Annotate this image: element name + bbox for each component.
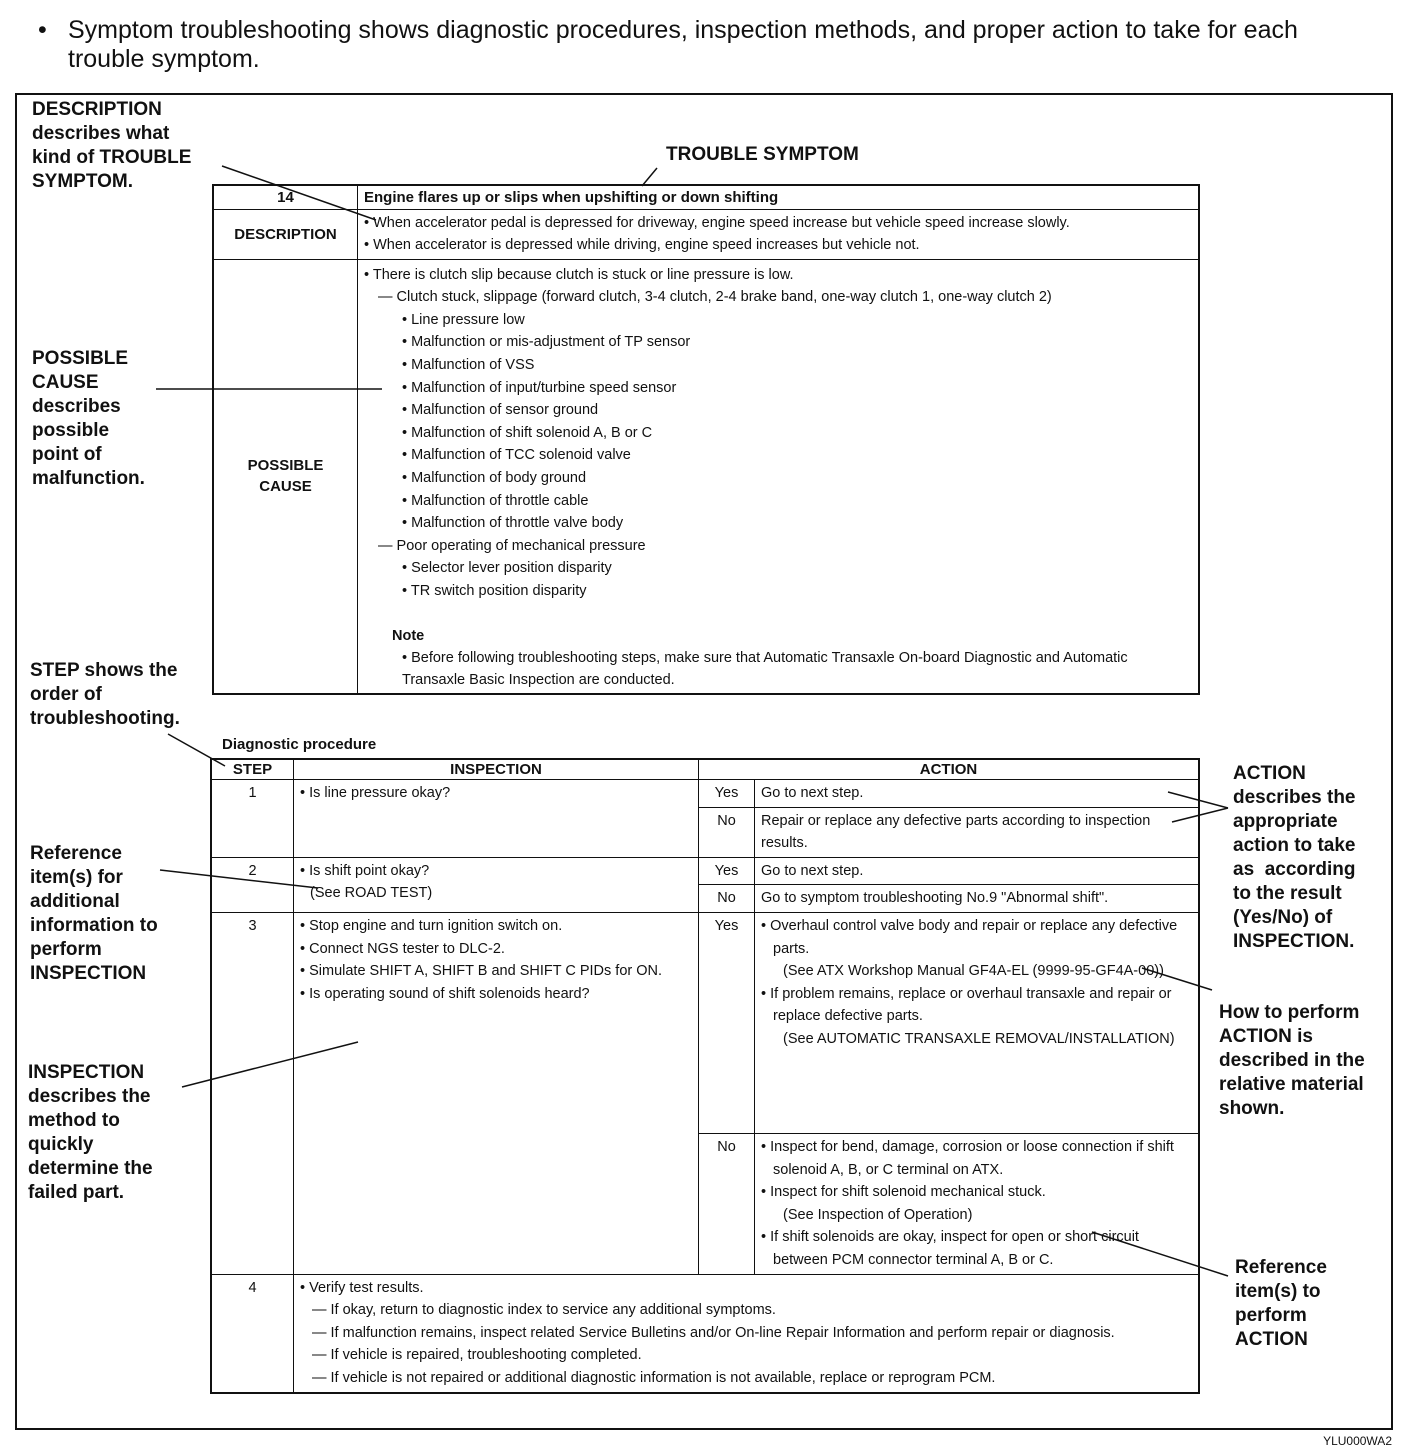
step-number: 3	[211, 912, 294, 1274]
action-reference: (See AUTOMATIC TRANSAXLE REMOVAL/INSTALLATION)	[783, 1030, 1175, 1047]
figure-code: YLU000WA2	[1323, 1434, 1392, 1448]
header-action: ACTION	[699, 759, 1200, 780]
cause-item: • Malfunction of shift solenoid A, B or C	[402, 424, 653, 441]
leader-reference-inspection	[160, 870, 318, 888]
step-inspection: • Verify test results. — If okay, return to diagnostic index to service any additional symptoms. — If malfunction remains, inspect related Service Bulletins and/or On-line Repair Information and perform repair or diagnosis. — If vehicle is repaired, troubleshooting completed. — If vehicle is not repaired or additional diagnostic information is not available, replace or reprogram PCM.	[294, 1274, 1200, 1392]
header-step: STEP	[211, 759, 294, 780]
step-number: 1	[211, 780, 294, 858]
leader-reference-action	[1092, 1232, 1228, 1276]
cause-group: — Clutch stuck, slippage (forward clutch, 3-4 clutch, 2-4 brake band, one-way clutch 1, one-way clutch 2)	[378, 289, 1052, 306]
header-inspection: INSPECTION	[294, 759, 699, 780]
leader-action-no	[1172, 808, 1228, 822]
cause-item: • Malfunction of VSS	[402, 356, 535, 373]
cause-item: • Malfunction of body ground	[402, 469, 587, 486]
description-item: • When accelerator pedal is depressed for driveway, engine speed increase but vehicle speed increase slowly.	[364, 215, 1070, 231]
cause-item: • Malfunction of sensor ground	[402, 402, 599, 419]
symptom-number: 14	[213, 185, 358, 210]
step-inspection: • Is shift point okay? (See ROAD TEST)	[294, 857, 699, 912]
cause-item: • Malfunction of TCC solenoid valve	[402, 447, 631, 464]
callout-reference-action: Reference item(s) to perform ACTION	[1235, 1257, 1327, 1350]
step-inspection: • Stop engine and turn ignition switch on. • Connect NGS tester to DLC-2. • Simulate SHIFT A, SHIFT B and SHIFT C PIDs for ON. • Is operating sound of shift solenoids heard?	[294, 912, 699, 1274]
result-no: No	[699, 1133, 755, 1274]
step-inspection: • Is line pressure okay?	[294, 780, 699, 858]
action-text: • Inspect for bend, damage, corrosion or loose connection if shift solenoid A, B, or C terminal on ATX. • Inspect for shift solenoid mechanical stuck. (See Inspection of Operation) • If shift solenoids are okay, inspect for open or short circuit between PCM connector terminal A, B or C.	[755, 1133, 1200, 1274]
callout-possible-cause: POSSIBLE CAUSE describes possible point of malfunction.	[32, 348, 145, 489]
description-label: DESCRIPTION	[213, 210, 358, 260]
note-text: • Before following troubleshooting steps, make sure that Automatic Transaxle On-board Diagnostic and Automatic Transaxle Basic Inspection are conducted.	[402, 650, 1128, 689]
leader-step	[168, 734, 225, 766]
callout-description: DESCRIPTION describes what kind of TROUBLE SYMPTOM.	[32, 99, 192, 192]
leader-inspection	[182, 1042, 358, 1087]
action-text: Repair or replace any defective parts according to inspection results.	[755, 807, 1200, 857]
step-number: 2	[211, 857, 294, 912]
callout-trouble-symptom: TROUBLE SYMPTOM	[666, 144, 859, 165]
callout-inspection: INSPECTION describes the method to quickly determine the failed part.	[28, 1062, 153, 1203]
intro-text: Symptom troubleshooting shows diagnostic procedures, inspection methods, and proper action to take for each trouble symptom.	[68, 16, 1298, 73]
inspection-reference: (See ROAD TEST)	[310, 885, 433, 902]
cause-item: • Selector lever position disparity	[402, 560, 612, 577]
action-reference: (See Inspection of Operation)	[783, 1206, 973, 1223]
callout-step: STEP shows the order of troubleshooting.	[30, 660, 180, 729]
cause-item: • Malfunction of input/turbine speed sensor	[402, 379, 677, 396]
result-no: No	[699, 885, 755, 913]
cause-item: • Malfunction or mis-adjustment of TP sensor	[402, 334, 691, 351]
leader-description	[222, 166, 376, 220]
cause-item: • TR switch position disparity	[402, 582, 587, 599]
callout-reference-inspection: Reference item(s) for additional information to perform INSPECTION	[30, 843, 158, 984]
cause-item: • Malfunction of throttle cable	[402, 492, 589, 509]
callout-how-to-perform: How to perform ACTION is described in the relative material shown.	[1219, 1002, 1365, 1119]
diagnostic-procedure-title: Diagnostic procedure	[222, 736, 377, 753]
result-no: No	[699, 807, 755, 857]
step-number: 4	[211, 1274, 294, 1392]
action-text: Go to symptom troubleshooting No.9 "Abnormal shift".	[755, 885, 1200, 913]
result-yes: Yes	[699, 780, 755, 808]
leader-how-to-perform	[1142, 968, 1212, 990]
callout-action: ACTION describes the appropriate action to take as according to the result (Yes/No) of INSPECTION.	[1233, 763, 1356, 952]
action-text: Go to next step.	[755, 780, 1200, 808]
symptom-title: Engine flares up or slips when upshifting or down shifting	[358, 185, 1200, 210]
cause-group: — Poor operating of mechanical pressure	[378, 537, 646, 554]
result-yes: Yes	[699, 857, 755, 885]
cause-main: • There is clutch slip because clutch is stuck or line pressure is low.	[364, 266, 794, 283]
result-yes: Yes	[699, 912, 755, 1133]
cause-item: • Malfunction of throttle valve body	[402, 515, 624, 532]
possible-cause-label: POSSIBLE CAUSE	[213, 259, 358, 694]
leader-action-yes	[1168, 792, 1228, 808]
note-title: Note	[392, 627, 425, 644]
intro-bullet: •	[38, 16, 47, 44]
leader-trouble-symptom	[642, 168, 657, 186]
description-item: • When accelerator is depressed while driving, engine speed increases but vehicle not.	[364, 237, 920, 253]
action-text: • Overhaul control valve body and repair or replace any defective parts. (See ATX Workshop Manual GF4A-EL (9999-95-GF4A-00)) • If problem remains, replace or overhaul transaxle and repair or replace defective parts. (See AUTOMATIC TRANSAXLE REMOVAL/INSTALLATION)	[755, 912, 1200, 1133]
action-text: Go to next step.	[755, 857, 1200, 885]
action-reference: (See ATX Workshop Manual GF4A-EL (9999-95-GF4A-00))	[783, 963, 1164, 980]
cause-item: • Line pressure low	[402, 311, 525, 328]
